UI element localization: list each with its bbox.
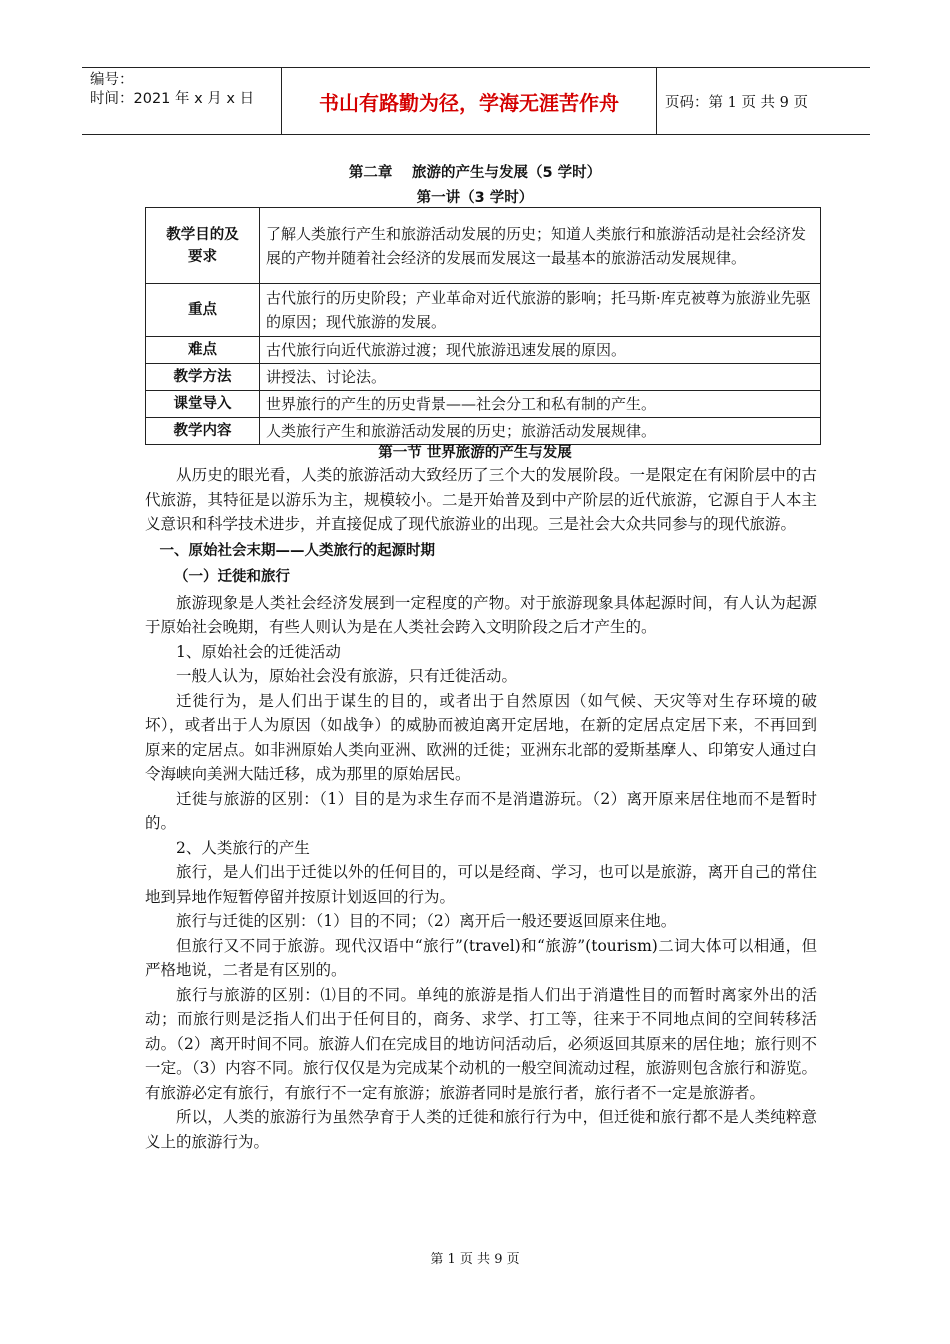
page-header (82, 67, 870, 135)
info-key: 课堂导入 (146, 391, 260, 418)
info-key: 重点 (146, 284, 260, 337)
info-key: 难点 (146, 337, 260, 364)
chapter-title: 第二章 旅游的产生与发展（5 学时） (348, 165, 602, 181)
info-value: 了解人类旅行产生和旅游活动发展的历史；知道人类旅行和旅游活动是社会经济发展的产物并随着社会经济的发展而发展这一最基本的旅游活动发展规律。 (260, 208, 821, 284)
page-footer: 第 1 页 共 9 页 (430, 1252, 520, 1267)
paragraph: 1、原始社会的迁徙活动 (176, 642, 341, 661)
paragraph: 从历史的眼光看，人类的旅游活动大致经历了三个大的发展阶段。一是限定在有闲阶层中的古代旅游，其特征是以游乐为主，规模较小。二是开始普及到中产阶层的近代旅游，它源自于人本主义意识和科学技术进步，并直接促成了现代旅游业的出现。三是社会大众共同参与的现代旅游。 (145, 466, 817, 533)
lecture-title: 第一讲（3 学时） (416, 190, 534, 206)
info-value: 讲授法、讨论法。 (260, 364, 821, 391)
info-value: 人类旅行产生和旅游活动发展的历史；旅游活动发展规律。 (260, 418, 821, 445)
section-title: 第一节 世界旅游的产生与发展 (378, 445, 572, 461)
paragraph: 旅游现象是人类社会经济发展到一定程度的产物。对于旅游现象具体起源时间，有人认为起源于原始社会晚期，有些人则认为是在人类社会跨入文明阶段之后才产生的。 (145, 593, 817, 636)
header-page-info: 页码：第 1 页 共 9 页 (665, 94, 808, 111)
heading-level-1: 一、原始社会末期——人类旅行的起源时期 (159, 542, 435, 559)
body-text (145, 463, 817, 1154)
info-key: 教学方法 (146, 364, 260, 391)
info-value: 古代旅行向近代旅游过渡；现代旅游迅速发展的原因。 (260, 337, 821, 364)
paragraph: 旅行与迁徙的区别：（1）目的不同；（2）离开后一般还要返回原来住地。 (176, 912, 677, 930)
info-row (146, 337, 821, 364)
paragraph: 旅行，是人们出于迁徙以外的任何目的，可以是经商、学习，也可以是旅游，离开自己的常住地到异地作短暂停留并按原计划返回的行为。 (145, 863, 817, 906)
info-key: 教学内容 (146, 418, 260, 445)
lesson-info-table (145, 207, 821, 445)
header-meta (82, 68, 282, 134)
paragraph: 迁徙与旅游的区别：（1）目的是为求生存而不是消遣游玩。（2）离开原来居住地而不是暂时的。 (145, 789, 817, 832)
paragraph: 但旅行又不同于旅游。现代汉语中“旅行”(travel)和“旅游”(tourism)二词大体可以相通，但严格地说，二者是有区别的。 (145, 936, 817, 979)
info-row (146, 391, 821, 418)
info-row (146, 284, 821, 337)
heading-level-2: （一）迁徙和旅行 (174, 569, 290, 585)
paragraph: 2、人类旅行的产生 (176, 838, 310, 857)
header-number-label: 编号： (90, 72, 134, 88)
header-motto: 书山有路勤为径，学海无涯苦作舟 (282, 68, 657, 134)
header-date-label: 时间：2021 年 x 月 x 日 (90, 91, 255, 107)
info-row (146, 364, 821, 391)
info-value: 世界旅行的产生的历史背景——社会分工和私有制的产生。 (260, 391, 821, 418)
paragraph: 旅行与旅游的区别：⑴目的不同。单纯的旅游是指人们出于消遣性目的而暂时离家外出的活动；而旅行则是泛指人们出于任何目的，商务、求学、打工等，往来于不同地点间的空间转移活动。（2）离开时间不同。旅游人们在完成目的地访问活动后，必须返回其原来的居住地；旅行则不一定。（3）内容不同。旅行仅仅是为完成某个动机的一般空间流动过程，旅游则包含旅行和游览。有旅游必定有旅行，有旅行不一定有旅游；旅游者同时是旅行者，旅行者不一定是旅游者。 (145, 985, 817, 1102)
info-key: 教学目的及要求 (146, 208, 260, 284)
paragraph: 迁徙行为，是人们出于谋生的目的，或者出于自然原因（如气候、天灾等对生存环境的破坏），或者出于人为原因（如战争）的威胁而被迫离开定居地，在新的定居点定居下来，不再回到原来的定居点。如非洲原始人类向亚洲、欧洲的迁徙；亚洲东北部的爱斯基摩人、印第安人通过白令海峡向美洲大陆迁移，成为那里的原始居民。 (145, 691, 817, 783)
info-row (146, 208, 821, 284)
paragraph: 一般人认为，原始社会没有旅游，只有迁徙活动。 (176, 667, 518, 685)
paragraph: 所以，人类的旅游行为虽然孕育于人类的迁徙和旅行行为中，但迁徙和旅行都不是人类纯粹意义上的旅游行为。 (145, 1108, 817, 1151)
info-value: 古代旅行的历史阶段；产业革命对近代旅游的影响；托马斯·库克被尊为旅游业先驱的原因；现代旅游的发展。 (260, 284, 821, 337)
